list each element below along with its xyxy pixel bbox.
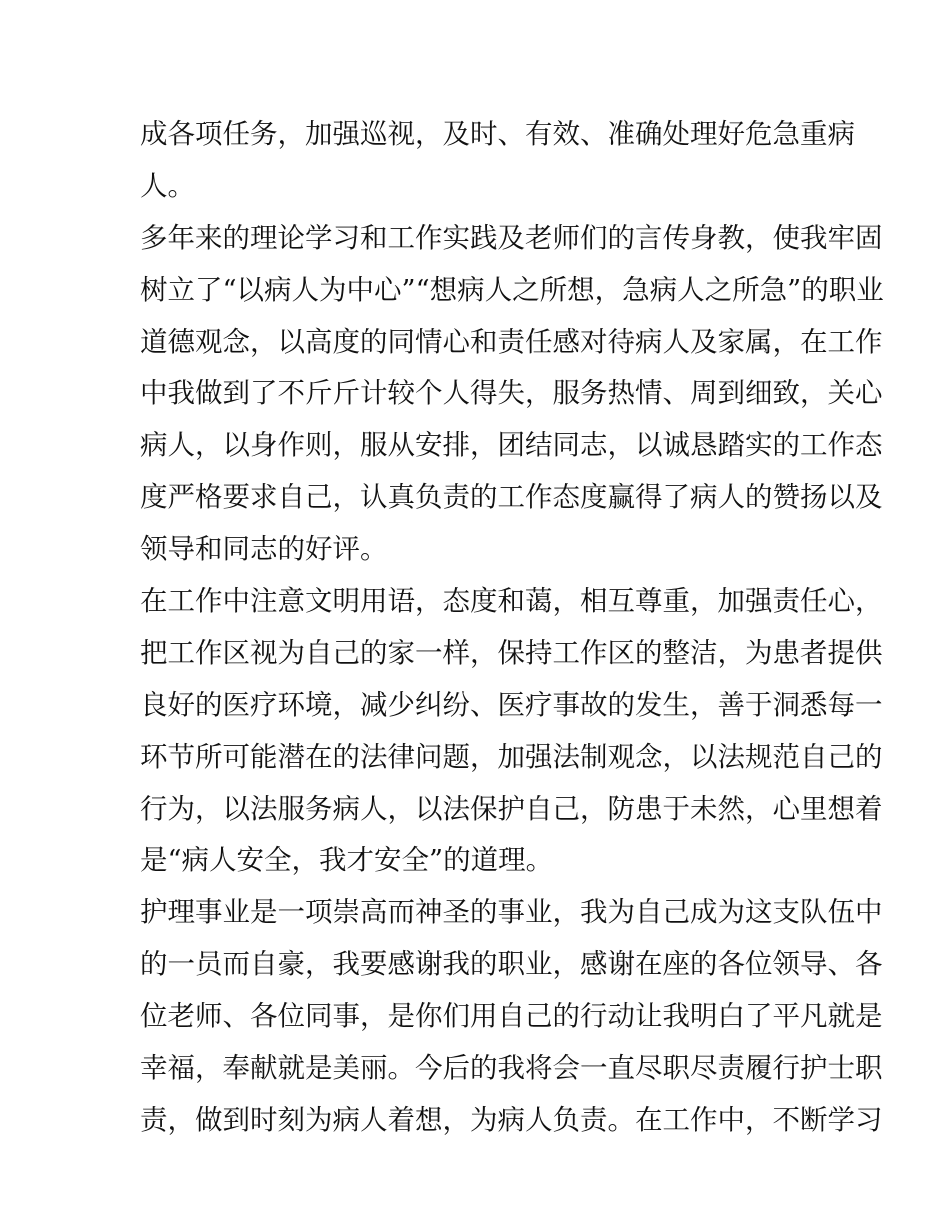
text-line: 多年来的理论学习和工作实践及老师们的言传身教，使我牢固 [140, 221, 883, 254]
text-line: 人。 [140, 169, 195, 202]
text-line: 领导和同志的好评。 [140, 533, 388, 566]
text-line: 良好的医疗环境，减少纠纷、医疗事故的发生，善于洞悉每一 [140, 688, 883, 721]
text-line: 在工作中注意文明用语，态度和蔼，相互尊重，加强责任心， [140, 585, 883, 618]
text-line: 成各项任务，加强巡视，及时、有效、准确处理好危急重病 [140, 118, 855, 150]
body-text [140, 109, 884, 1147]
text-line: 是“病人安全，我才安全”的道理。 [140, 844, 554, 877]
text-line: 责，做到时刻为病人着想，为病人负责。在工作中，不断学习 [140, 1103, 883, 1136]
text-line: 中我做到了不斤斤计较个人得失，服务热情、周到细致，关心 [140, 377, 883, 410]
text-line: 把工作区视为自己的家一样，保持工作区的整洁，为患者提供 [140, 636, 883, 669]
text-line: 度严格要求自己，认真负责的工作态度赢得了病人的赞扬以及 [140, 481, 883, 514]
text-line: 护理事业是一项崇高而神圣的事业，我为自己成为这支队伍中 [140, 896, 883, 929]
text-line: 道德观念，以高度的同情心和责任感对待病人及家属，在工作 [140, 325, 883, 358]
text-line: 幸福，奉献就是美丽。今后的我将会一直尽职尽责履行护士职 [140, 1052, 883, 1085]
text-line: 位老师、各位同事，是你们用自己的行动让我明白了平凡就是 [140, 1000, 883, 1033]
text-line: 环节所可能潜在的法律问题，加强法制观念，以法规范自己的 [140, 740, 883, 773]
text-line: 的一员而自豪，我要感谢我的职业，感谢在座的各位领导、各 [140, 948, 883, 981]
text-line: 行为，以法服务病人，以法保护自己，防患于未然，心里想着 [140, 792, 883, 825]
text-line: 病人，以身作则，服从安排，团结同志，以诚恳踏实的工作态 [140, 429, 883, 462]
text-line: 树立了“以病人为中心”“想病人之所想，急病人之所急”的职业 [140, 273, 884, 306]
